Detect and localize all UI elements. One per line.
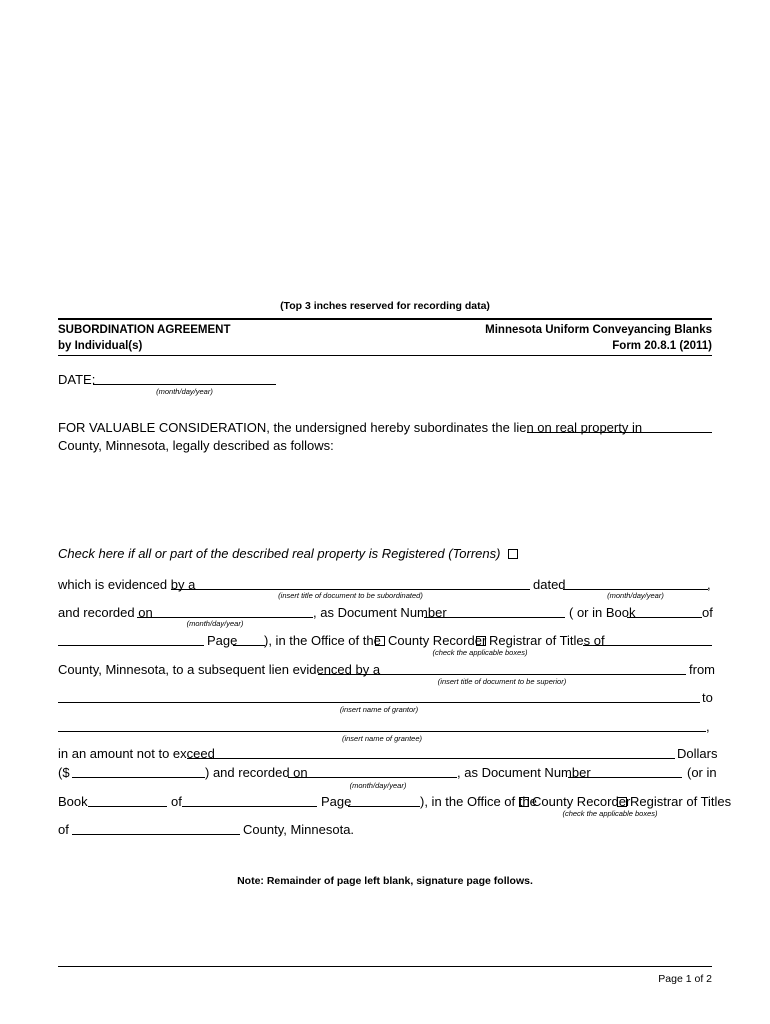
county-3-field[interactable] bbox=[72, 834, 240, 835]
superior-doc-title-field[interactable] bbox=[318, 674, 686, 675]
comma: , bbox=[707, 577, 711, 592]
registrar-option[interactable] bbox=[476, 633, 605, 649]
amount-label: in an amount not to exceed bbox=[58, 746, 215, 761]
registrar-checkbox[interactable] bbox=[476, 636, 486, 646]
caption-check-boxes-2: (check the applicable boxes) bbox=[562, 809, 658, 818]
registrar-2-checkbox[interactable] bbox=[617, 797, 627, 807]
office-label: ), in the Office of the bbox=[264, 633, 381, 648]
page-label: Page bbox=[207, 633, 238, 648]
doc-number-label: , as Document Number bbox=[313, 605, 447, 620]
header-bottom-rule bbox=[58, 355, 712, 356]
org-name: Minnesota Uniform Conveyancing Blanks bbox=[485, 324, 712, 336]
form-subtitle: by Individual(s) bbox=[58, 340, 143, 352]
registrar-2-option[interactable] bbox=[617, 794, 731, 810]
county-recorder-2-label: County Recorder bbox=[532, 794, 631, 809]
grantee-field[interactable] bbox=[58, 731, 706, 732]
county-recorder-2-option[interactable] bbox=[519, 794, 630, 810]
county-recorder-2-checkbox[interactable] bbox=[519, 797, 529, 807]
caption-recorded-date: (month/day/year) bbox=[186, 619, 244, 628]
county-name-field[interactable] bbox=[58, 645, 204, 646]
date-label: DATE: bbox=[58, 372, 96, 387]
registrar-county-field[interactable] bbox=[583, 645, 712, 646]
caption-dated: (month/day/year) bbox=[607, 591, 664, 600]
or-in-label: (or in bbox=[687, 765, 717, 780]
county-recorder-label: County Recorder bbox=[388, 633, 487, 648]
county-recorder-option[interactable] bbox=[375, 633, 486, 649]
page-2-label: Page bbox=[321, 794, 352, 809]
doc-number-field[interactable] bbox=[424, 617, 565, 618]
of-2-label: of bbox=[171, 794, 182, 809]
subsequent-lien-label: County, Minnesota, to a subsequent lien evidenced by a bbox=[58, 662, 381, 677]
dollars-label: Dollars bbox=[677, 746, 718, 761]
registrar-label: Registrar of Titles of bbox=[489, 633, 605, 648]
registrar-2-label: Registrar of Titles bbox=[630, 794, 732, 809]
amount-words-field[interactable] bbox=[187, 758, 675, 759]
recorded-date-2-field[interactable] bbox=[288, 777, 457, 778]
office-2-label: ), in the Office of the bbox=[420, 794, 537, 809]
page-number: Page 1 of 2 bbox=[658, 973, 712, 985]
dated-field[interactable] bbox=[563, 589, 708, 590]
page-2-field[interactable] bbox=[348, 806, 420, 807]
from-label: from bbox=[689, 662, 715, 677]
county-2-field[interactable] bbox=[182, 806, 317, 807]
torrens-label: Check here if all or part of the described real property is Registered (Torrens) bbox=[58, 546, 501, 561]
consideration-text: FOR VALUABLE CONSIDERATION, the undersigned hereby subordinates the lien on real property in bbox=[58, 420, 643, 435]
county-field[interactable] bbox=[527, 432, 712, 433]
evidenced-by-label: which is evidenced by a bbox=[58, 577, 196, 592]
recorded-date-field[interactable] bbox=[137, 617, 313, 618]
of-label: of bbox=[702, 605, 713, 620]
grantor-field[interactable] bbox=[58, 702, 700, 703]
caption-subordinated: (insert title of document to be subordinated) bbox=[278, 591, 423, 600]
of-3-label: of bbox=[58, 822, 69, 837]
dated-label: dated bbox=[533, 577, 566, 592]
page-field[interactable] bbox=[233, 645, 265, 646]
consideration-text-2: County, Minnesota, legally described as follows: bbox=[58, 438, 334, 453]
torrens-line bbox=[58, 546, 521, 562]
torrens-checkbox[interactable] bbox=[508, 549, 518, 559]
amount-figures-field[interactable] bbox=[72, 777, 205, 778]
form-number: Form 20.8.1 (2011) bbox=[612, 340, 712, 352]
recorded-on-2-label: ) and recorded on bbox=[205, 765, 308, 780]
book-label: Book bbox=[58, 794, 88, 809]
book-field[interactable] bbox=[627, 617, 702, 618]
form-title: SUBORDINATION AGREEMENT bbox=[58, 324, 231, 336]
caption-superior: (insert title of document to be superior) bbox=[437, 677, 567, 686]
county-recorder-checkbox[interactable] bbox=[375, 636, 385, 646]
subordinated-doc-title-field[interactable] bbox=[171, 589, 530, 590]
reserved-note: (Top 3 inches reserved for recording data) bbox=[280, 300, 490, 312]
date-field[interactable] bbox=[93, 384, 276, 385]
caption-grantee: (insert name of grantee) bbox=[341, 734, 423, 743]
header-top-rule bbox=[58, 318, 712, 320]
caption-grantor: (insert name of grantor) bbox=[339, 705, 419, 714]
book-2-field[interactable] bbox=[88, 806, 167, 807]
or-in-book-label: ( or in Book bbox=[569, 605, 636, 620]
dollar-open: ($ bbox=[58, 765, 70, 780]
caption-check-boxes: (check the applicable boxes) bbox=[432, 648, 528, 657]
grantee-comma: , bbox=[706, 719, 710, 734]
doc-number-2-field[interactable] bbox=[568, 777, 682, 778]
date-caption: (month/day/year) bbox=[156, 387, 213, 396]
recorded-on-label: and recorded on bbox=[58, 605, 153, 620]
doc-number-2-label: , as Document Number bbox=[457, 765, 591, 780]
to-label: to bbox=[702, 690, 713, 705]
note: Note: Remainder of page left blank, signature page follows. bbox=[237, 875, 533, 887]
caption-recorded-date-2: (month/day/year) bbox=[349, 781, 407, 790]
county-minnesota-label: County, Minnesota. bbox=[243, 822, 355, 837]
footer-rule bbox=[58, 966, 712, 967]
